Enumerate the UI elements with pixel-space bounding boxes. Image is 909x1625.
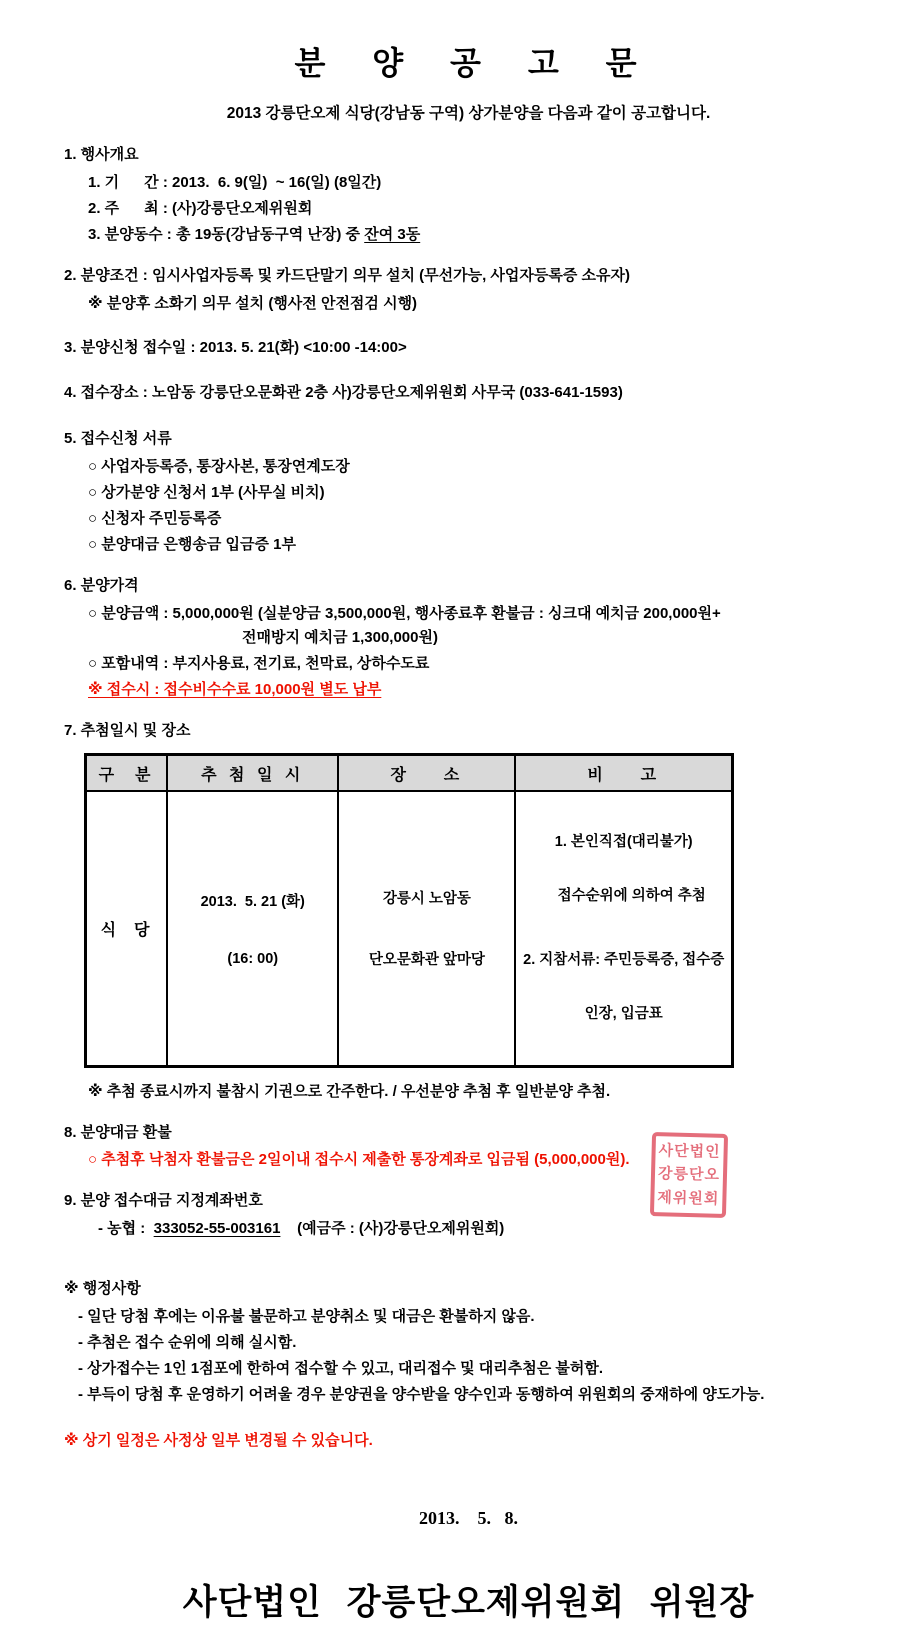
section-5-heading: 5. 접수신청 서류: [64, 430, 172, 447]
stamp-line: 강릉단오: [657, 1165, 721, 1185]
stamp-line: 제위원회: [657, 1188, 720, 1208]
account-number-underlined: 333052-55-003161: [153, 1220, 281, 1237]
col-header-remarks: 비 고: [515, 755, 732, 791]
admin-item: - 부득이 당첨 후 운영하기 어려울 경우 분양권을 양수받을 양수인과 동행하여 위원회의 중재하에 양도가능.: [78, 1385, 765, 1403]
admin-heading: ※ 행정사항: [64, 1280, 141, 1297]
schedule-change-red-note: [64, 1430, 873, 1452]
stamp-line: 사단법인: [658, 1142, 721, 1161]
refund-red-note: ○ 추첨후 낙첨자 환불금은 2일이내 접수시 제출한 통장계좌로 입금됨 (5,000,000원).: [88, 1151, 630, 1169]
col-header-datetime: 추 첨 일 시: [167, 755, 338, 791]
document-title: 분 양 공 고 문: [294, 45, 643, 81]
document-date: 2013. 5. 8.: [419, 1507, 518, 1528]
section-lottery-schedule: [64, 720, 873, 1101]
remark-1-line2: 접수순위에 의하여 추첨: [557, 888, 706, 905]
place-line1: 강릉시 노암동: [382, 891, 471, 908]
table-row: [86, 791, 733, 1066]
remark-1-line1: 1. 본인직접(대리불가): [554, 834, 693, 850]
cell-datetime: [167, 791, 338, 1066]
price-includes-line: ○ 포함내역 : 부지사용료, 전기료, 천막료, 상하수도료: [88, 654, 430, 672]
section-sale-conditions: [64, 265, 873, 313]
document-subtitle: 2013 강릉단오제 식당(강남동 구역) 상가분양을 다음과 같이 공고합니다.: [226, 105, 711, 122]
cell-category: [86, 791, 168, 1066]
col-header-place: 장 소: [338, 755, 515, 791]
section-refund: [64, 1122, 873, 1170]
section-1-heading: 1. 행사개요: [64, 146, 139, 163]
official-seal-stamp: [650, 1132, 728, 1218]
admin-item: - 상가접수는 1인 1점포에 한하여 접수할 수 있고, 대리접수 및 대리추첨은 불허함.: [78, 1359, 604, 1377]
unit-count-text: 3. 분양동수 : 총 19동(강남동구역 난장) 중: [88, 225, 365, 243]
section-sale-price: [64, 575, 873, 699]
document-item: ○ 사업자등록증, 통장사본, 통장연계도장: [88, 457, 350, 475]
datetime-line2: (16: 00): [227, 950, 279, 967]
cell-remarks: [515, 791, 732, 1066]
category-text: 식 당: [100, 921, 153, 939]
admin-item: - 일단 당첨 후에는 이유불 불문하고 분양취소 및 대금은 환불하지 않음.: [78, 1307, 535, 1325]
lottery-footnote: ※ 추첨 종료시까지 불참시 기권으로 간주한다. / 우선분양 추첨 후 일반분양 추첨.: [88, 1082, 611, 1100]
account-holder-text: (예금주 : (사)강릉단오제위원회): [280, 1220, 505, 1237]
section-event-overview: [64, 144, 873, 244]
fire-extinguisher-note: ※ 분양후 소화기 의무 설치 (행사전 안전점검 시행): [88, 294, 418, 312]
unit-count-line: [88, 223, 873, 244]
signature-line: 사단법인 강릉단오제위원회 위원장: [182, 1582, 755, 1622]
place-line2: 단오문화관 앞마당: [368, 952, 485, 969]
event-period-line: 1. 기 간 : 2013. 6. 9(일) ~ 16(일) (8일간): [88, 173, 382, 191]
cell-place: [338, 791, 515, 1066]
col-header-category: 구 분: [86, 755, 168, 791]
event-host-line: 2. 주 최 : (사)강릉단오제위원회: [88, 199, 313, 217]
section-3-heading: 3. 분양신청 접수일 : 2013. 5. 21(화) <10:00 -14:00>: [64, 338, 407, 356]
remaining-units-underlined: 잔여 3동: [364, 225, 421, 243]
reception-fee-red-note: ※ 접수시 : 접수비수수료 10,000원 별도 납부: [88, 680, 382, 698]
section-application-place: [64, 382, 873, 404]
section-4-heading: 4. 접수장소 : 노암동 강릉단오문화관 2층 사)강릉단오제위원회 사무국 (033-641-1593): [64, 384, 623, 402]
section-6-heading: 6. 분양가격: [64, 576, 139, 594]
remark-2-line2: 인장, 입금표: [584, 1006, 663, 1023]
admin-item: - 추첨은 접수 순위에 의해 실시함.: [78, 1333, 297, 1351]
section-admin-matters: [64, 1278, 873, 1404]
section-9-heading: 9. 분양 접수대금 지정계좌번호: [64, 1192, 263, 1210]
price-amount-line: ○ 분양금액 : 5,000,000원 (실분양금 3,500,000원, 행사종료후 환불금 : 싱크대 예치금 200,000원+: [88, 604, 721, 622]
bank-account-line: [98, 1217, 873, 1238]
section-7-heading: 7. 추첨일시 및 장소: [64, 721, 191, 739]
document-item: ○ 상가분양 신청서 1부 (사무실 비치): [88, 483, 325, 501]
schedule-change-text: ※ 상기 일정은 사정상 일부 변경될 수 있습니다.: [64, 1431, 373, 1449]
document-item: ○ 분양대금 은행송금 입금증 1부: [88, 535, 296, 553]
bank-name-text: - 농협 :: [98, 1220, 154, 1237]
section-application-date: [64, 337, 873, 359]
datetime-line1: 2013. 5. 21 (화): [200, 893, 305, 910]
section-required-documents: [64, 428, 873, 554]
price-amount-line-cont: 전매방지 예치금 1,300,000원): [242, 628, 438, 646]
document-item: ○ 신청자 주민등록증: [88, 509, 222, 527]
section-8-heading: 8. 분양대금 환불: [64, 1123, 172, 1141]
section-2-heading: 2. 분양조건 : 임시사업자등록 및 카드단말기 의무 설치 (무선가능, 사업자등록증 소유자): [64, 266, 631, 284]
section-bank-account: [64, 1190, 873, 1238]
lottery-schedule-table: [84, 753, 734, 1067]
remark-2-line1: 2. 지참서류: 주민등록증, 접수증: [523, 951, 725, 968]
table-header-row: [86, 755, 733, 791]
